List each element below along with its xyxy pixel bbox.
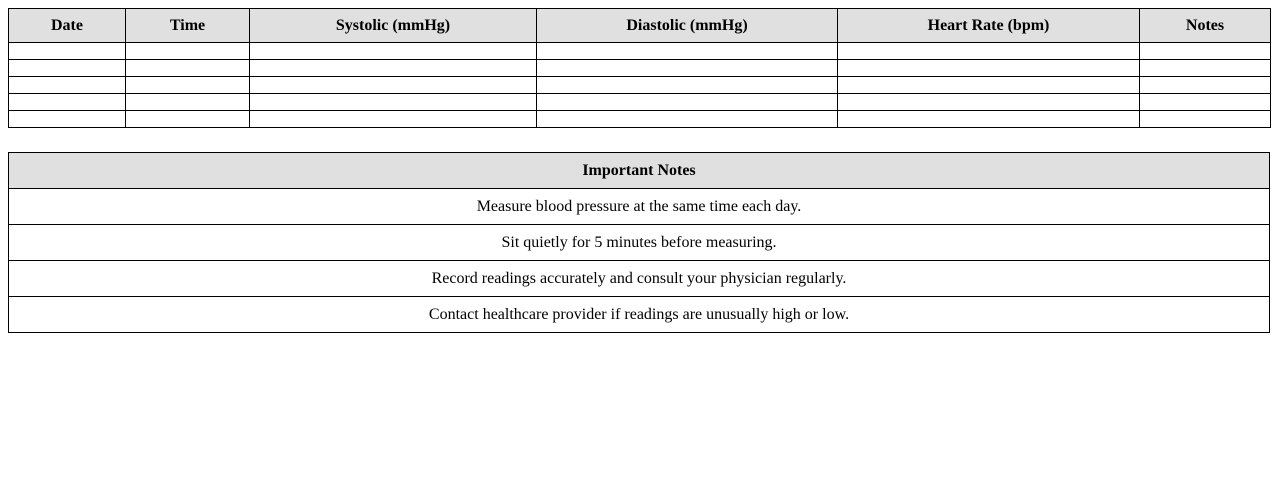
column-header-date: Date	[9, 9, 126, 43]
page-content	[8, 8, 1270, 333]
table-header-row	[9, 9, 1271, 43]
cell-time[interactable]	[126, 60, 250, 77]
cell-time[interactable]	[126, 94, 250, 111]
note-item: Contact healthcare provider if readings are unusually high or low.	[9, 297, 1270, 333]
cell-heart-rate[interactable]	[838, 60, 1140, 77]
blood-pressure-log-table	[8, 8, 1271, 128]
cell-systolic[interactable]	[250, 43, 537, 60]
cell-diastolic[interactable]	[537, 111, 838, 128]
note-item: Sit quietly for 5 minutes before measuring.	[9, 225, 1270, 261]
note-row	[9, 225, 1270, 261]
note-item: Record readings accurately and consult your physician regularly.	[9, 261, 1270, 297]
note-row	[9, 189, 1270, 225]
column-header-systolic: Systolic (mmHg)	[250, 9, 537, 43]
cell-diastolic[interactable]	[537, 77, 838, 94]
cell-diastolic[interactable]	[537, 60, 838, 77]
notes-header-row	[9, 153, 1270, 189]
table-row	[9, 77, 1271, 94]
cell-time[interactable]	[126, 77, 250, 94]
table-row	[9, 43, 1271, 60]
cell-systolic[interactable]	[250, 94, 537, 111]
cell-date[interactable]	[9, 60, 126, 77]
table-row	[9, 60, 1271, 77]
column-header-heart-rate: Heart Rate (bpm)	[838, 9, 1140, 43]
column-header-time: Time	[126, 9, 250, 43]
notes-title: Important Notes	[9, 153, 1270, 189]
cell-notes[interactable]	[1140, 111, 1271, 128]
cell-notes[interactable]	[1140, 43, 1271, 60]
note-row	[9, 261, 1270, 297]
cell-time[interactable]	[126, 111, 250, 128]
cell-date[interactable]	[9, 77, 126, 94]
cell-heart-rate[interactable]	[838, 111, 1140, 128]
cell-diastolic[interactable]	[537, 43, 838, 60]
cell-systolic[interactable]	[250, 111, 537, 128]
cell-time[interactable]	[126, 43, 250, 60]
cell-systolic[interactable]	[250, 77, 537, 94]
cell-date[interactable]	[9, 111, 126, 128]
cell-notes[interactable]	[1140, 77, 1271, 94]
table-row	[9, 111, 1271, 128]
cell-notes[interactable]	[1140, 94, 1271, 111]
cell-notes[interactable]	[1140, 60, 1271, 77]
column-header-notes: Notes	[1140, 9, 1271, 43]
cell-heart-rate[interactable]	[838, 77, 1140, 94]
cell-diastolic[interactable]	[537, 94, 838, 111]
cell-date[interactable]	[9, 94, 126, 111]
cell-heart-rate[interactable]	[838, 94, 1140, 111]
cell-heart-rate[interactable]	[838, 43, 1140, 60]
note-row	[9, 297, 1270, 333]
cell-date[interactable]	[9, 43, 126, 60]
note-item: Measure blood pressure at the same time each day.	[9, 189, 1270, 225]
cell-systolic[interactable]	[250, 60, 537, 77]
important-notes-table	[8, 152, 1270, 333]
table-row	[9, 94, 1271, 111]
column-header-diastolic: Diastolic (mmHg)	[537, 9, 838, 43]
